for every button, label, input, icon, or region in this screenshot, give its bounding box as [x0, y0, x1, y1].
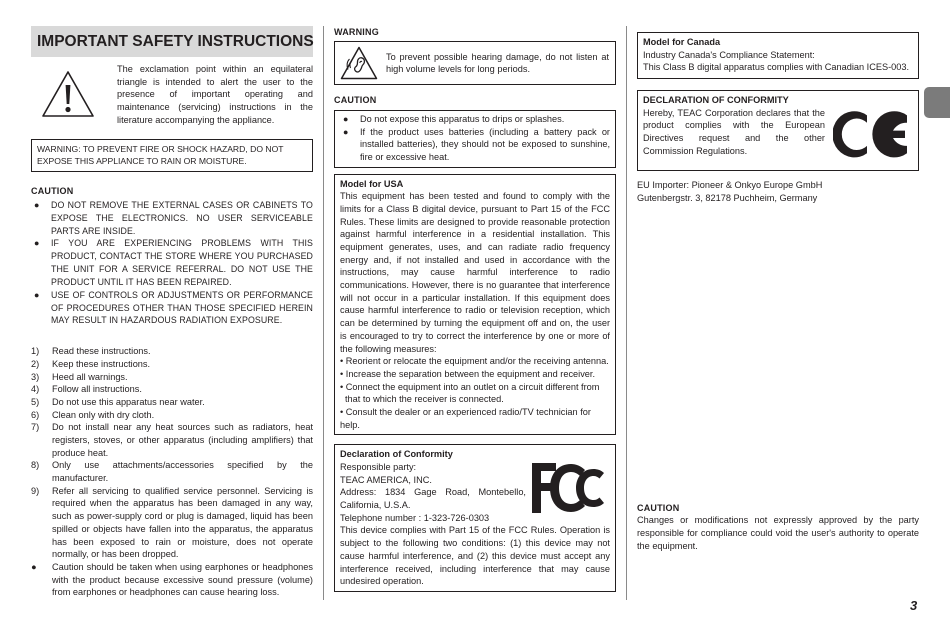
- doc-body: This device complies with Part 15 of the FCC Rules. Operation is subject to the following two conditions: (1) this device may not cause harmful interference, and (2) this device must accept any interference received, including interference that may cause undesired operation.: [340, 525, 610, 587]
- list-item: 1) Read these instructions.: [31, 346, 151, 357]
- caution-heading-3: CAUTION: [637, 503, 680, 513]
- list-item: 4) Follow all instructions.: [31, 384, 142, 395]
- model-usa-box: [334, 174, 616, 436]
- declaration-conformity-box: [334, 444, 616, 592]
- doc-party-label: Responsible party:: [340, 462, 417, 472]
- canada-line: Industry Canada's Compliance Statement:: [643, 49, 815, 60]
- instructions-list: [31, 345, 313, 599]
- hearing-damage-icon: [340, 46, 378, 80]
- usa-measure: • Connect the equipment into an outlet on a circuit different from that to which the receiver is connected.: [340, 381, 600, 405]
- list-item: ● USE OF CONTROLS OR ADJUSTMENTS OR PERFORMANCE OF PROCEDURES OTHER THAN THOSE SPECIFIED HEREIN MAY RESULT IN HAZARDOUS RADIATION EXPOSURE.: [34, 289, 313, 326]
- warning-heading: WARNING: [334, 27, 379, 37]
- caution-box: [334, 110, 616, 168]
- intro-section: [31, 63, 313, 126]
- list-item: ● Caution should be taken when using earphones or headphones with the product because excessive sound pressure (volume) from earphones or headphones can cause hearing loss.: [31, 561, 313, 598]
- caution-list-2: [340, 113, 610, 164]
- fire-warning-box: WARNING: TO PREVENT FIRE OR SHOCK HAZARD, DO NOT EXPOSE THIS APPLIANCE TO RAIN OR MOISTURE.: [31, 139, 313, 171]
- column-canada-eu: [637, 26, 919, 600]
- decl-body: Hereby, TEAC Corporation declares that the product complies with the European Directives request and the other Commission Regulations.: [643, 107, 825, 156]
- canada-line: This Class B digital apparatus complies with Canadian ICES-003.: [643, 62, 910, 73]
- doc-phone: Telephone number : 1-323-726-0303: [340, 512, 490, 523]
- list-item: 9) Refer all servicing to qualified service personnel. Servicing is required when the apparatus has been damaged in any way, such as power-supply cord or plug is damaged, liquid has been spilled or objects have fallen into the apparatus, the apparatus has been exposed to rain or moisture, does not operate normally, or has been dropped.: [31, 485, 313, 560]
- list-item: 8) Only use attachments/accessories specified by the manufacturer.: [31, 460, 313, 484]
- caution-heading: CAUTION: [31, 185, 74, 196]
- decl-heading: DECLARATION OF CONFORMITY: [643, 95, 789, 106]
- canada-heading: Model for Canada: [643, 37, 721, 47]
- eu-declaration-box: [637, 90, 919, 171]
- usa-measure: • Reorient or relocate the equipment and/or the receiving antenna.: [340, 356, 609, 367]
- list-item: ● IF YOU ARE EXPERIENCING PROBLEMS WITH THIS PRODUCT, CONTACT THE STORE WHERE YOU PURCHASED THE UNIT FOR A SERVICE REFERRAL. DO NOT USE THE PRODUCT UNTIL IT HAS BEEN REPAIRED.: [34, 238, 313, 287]
- chapter-tab: [924, 87, 950, 118]
- doc-party: TEAC AMERICA, INC.: [340, 474, 432, 485]
- list-item: ● Do not expose this apparatus to drips or splashes.: [343, 113, 565, 124]
- ce-mark: [833, 107, 913, 167]
- list-item: 2) Keep these instructions.: [31, 358, 151, 369]
- list-item: 7) Do not install near any heat sources such as radiators, heat registers, stoves, or other apparatus (including amplifiers) that produce heat.: [31, 422, 313, 458]
- usa-measure: • Consult the dealer or an experienced radio/TV technician for help.: [340, 406, 591, 430]
- column-safety-instructions: [31, 26, 313, 599]
- caution-section-3: [637, 502, 919, 552]
- hearing-warning-box: [334, 41, 616, 85]
- column-divider-right: [626, 26, 627, 600]
- exclamation-triangle-icon: [31, 63, 117, 126]
- importer-line: Gutenbergstr. 3, 82178 Puchheim, Germany: [637, 193, 818, 204]
- doc-heading: Declaration of Conformity: [340, 449, 453, 460]
- list-item: 5) Do not use this apparatus near water.: [31, 396, 205, 407]
- column-divider-left: [323, 26, 324, 600]
- column-warnings-usa: [334, 26, 616, 592]
- caution-list: [31, 199, 313, 327]
- eu-importer: [637, 179, 919, 204]
- importer-line: EU Importer: Pioneer & Onkyo Europe GmbH: [637, 180, 823, 191]
- list-item: 3) Heed all warnings.: [31, 371, 128, 382]
- doc-address: Address: 1834 Gage Road, Montebello, California, U.S.A.: [340, 487, 526, 511]
- usa-heading: Model for USA: [340, 178, 404, 189]
- title-bar: [31, 26, 313, 57]
- page-title: IMPORTANT SAFETY INSTRUCTIONS: [37, 33, 314, 50]
- list-item: ● If the product uses batteries (including a battery pack or installed batteries), they should not be exposed to sunshine, fire or excessive heat.: [343, 126, 610, 162]
- caution-text-3: Changes or modifications not expressly approved by the party responsible for compliance could void the user's authority to operate the equipment.: [637, 515, 919, 551]
- list-item: 6) Clean only with dry cloth.: [31, 409, 155, 420]
- caution-heading-2: CAUTION: [334, 95, 377, 106]
- model-canada-box: [637, 32, 919, 79]
- usa-measure: • Increase the separation between the equipment and receiver.: [340, 368, 596, 379]
- list-item: ● DO NOT REMOVE THE EXTERNAL CASES OR CABINETS TO EXPOSE THE ELECTRONICS. NO USER SERVICEABLE PARTS ARE INSIDE.: [34, 199, 313, 236]
- intro-text: The exclamation point within an equilateral triangle is intended to alert the user to the presence of important operating and maintenance (servicing) instructions in the literature accompanying the appliance.: [117, 64, 313, 125]
- page-number: 3: [910, 598, 918, 613]
- fcc-logo: [530, 448, 610, 524]
- hearing-warning-text: To prevent possible hearing damage, do not listen at high volume levels for long periods.: [386, 51, 609, 75]
- usa-body: This equipment has been tested and found to comply with the limits for a Class B digital device, pursuant to Part 15 of the FCC Rules. These limits are designed to provide reasonable protection against harmful interference in a residential installation. This equipment generates, uses, and can radiate radio frequency energy and, if not installed and used in accordance with the instructions, may cause harmful interference to radio communications. However, there is no guarantee that interference will not occur in a particular installation. If this equipment does cause harmful interference to radio or television reception, which can be determined by turning the equipment off and on, the user is encouraged to try to correct the interference by one or more of the following measures:: [340, 191, 610, 354]
